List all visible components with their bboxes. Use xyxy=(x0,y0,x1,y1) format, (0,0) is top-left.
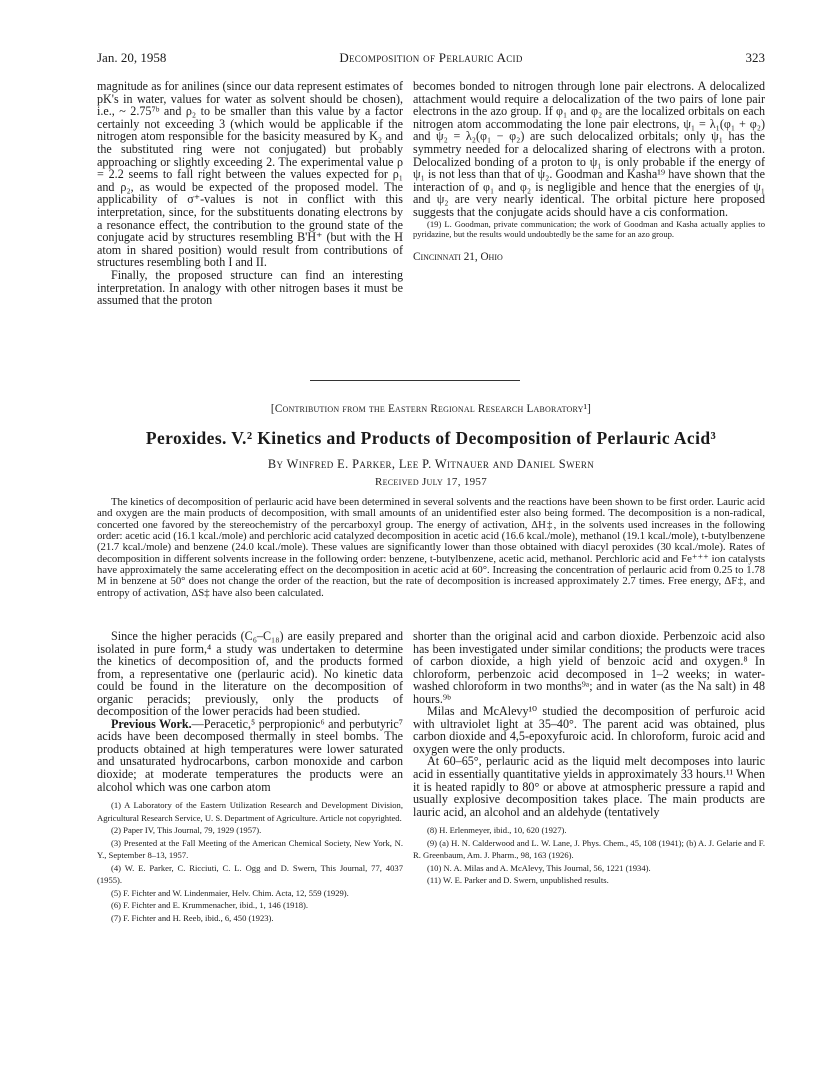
footnote: (9) (a) H. N. Calderwood and L. W. Lane, J. Phys. Chem., 45, 108 (1941); (b) A. J. Gelarie and F. R. Greenbaum, Am. J. Pharm., 98, 163 (1926). xyxy=(413,837,765,861)
section-text: —Peracetic,⁵ perpropionic⁶ and perbutyric⁷ acids have been decomposed thermally in steel bombs. The products obtained at high temperatures were lower saturated and unsaturated hydrocarbons, carbon monoxide and carbon dioxide; at moderate temperatures the products were an alcohol which was one carbon atom xyxy=(97,716,404,794)
footnotes xyxy=(97,799,403,924)
footnote: (10) N. A. Milas and A. McAlevy, This Journal, 56, 1221 (1934). xyxy=(427,862,651,873)
paragraph: At 60–65°, perlauric acid as the liquid melt decomposes into lauric acid in essentially quantitative yields in approximately 33 hours.¹¹ When it is heated rapidly to 80° or above at atmospheric pressure a rapid and usually explosive decomposition takes place. The main products are lauric acid, an alcohol and an aldehyde (tentatively xyxy=(413,754,765,819)
received-date: Received July 17, 1957 xyxy=(374,476,488,488)
abstract-text: The kinetics of decomposition of perlauric acid have been determined in several solvents and the reactions have been shown to be first order. Lauric acid and oxygen are the main products of decomposition, with small amounts of an unidentified ester also being formed. The decomposition is a non-radical, concerted one favored by the stereochemistry of the percarboxyl group. The energy of activation, ΔH‡, in the solvents used increases in the following order: acetic acid (16.1 kcal./mole) and perchloric acid catalyzed decomposition in acetic acid (16.6 kcal./mole), methanol (19.1 kcal./mole), t-butylbenzene (21.7 kcal./mole) and benzene (24.0 kcal./mole). These values are significantly lower than those obtained with diacyl peroxides (30 kcal./mole). Rates of decomposition in different solvents increase in the following order: benzene, t-butylbenzene, acetic acid, methanol. Perchloric acid and Fe⁺⁺⁺ ion catalysts have approximately the same accelerating effect on the decomposition in acetic acid at 60°. Increasing the concentration of perlauric acid from 0.25 to 1.78 M in benzene at 50° does not change the order of the reaction, but the rate of decomposition is increased approximately 2.7 times. Free energy, ΔF‡, and entropy of activation, ΔS‡ have also been calculated. xyxy=(97,496,765,599)
footnotes xyxy=(413,824,765,887)
article-authors: By Winfred E. Parker, Lee P. Witnauer and Daniel Swern xyxy=(267,457,595,471)
contribution-line: [Contribution from the Eastern Regional Research Laboratory¹] xyxy=(270,403,592,415)
article-left-column xyxy=(97,630,403,925)
article-divider xyxy=(310,380,520,381)
paragraph: shorter than the original acid and carbon dioxide. Perbenzoic acid also has been investigated under similar conditions; the products were traces of carbon dioxide, a high yield of benzoic acid and oxygen.⁸ In chloroform, perbenzoic acid decomposed in 1–2 weeks; in water-washed chloroform in two months⁹ᵃ; and in water (as the Na salt) in 48 hours.⁹ᵇ xyxy=(413,629,765,706)
running-head xyxy=(97,50,765,66)
prev-article-left-column xyxy=(97,80,403,307)
footnote: (5) F. Fichter and W. Lindenmaier, Helv. Chim. Acta, 12, 559 (1929). xyxy=(111,887,349,898)
issue-date: Jan. 20, 1958 xyxy=(97,50,167,65)
paragraph: Milas and McAlevy¹⁰ studied the decomposition of perfuroic acid with ultraviolet light at 35–40°. The parent acid was obtained, plus carbon dioxide and 4,5-epoxyfuroic acid. In chloroform, furoic acid and oxygen were the only products. xyxy=(413,704,765,756)
page-number: 323 xyxy=(745,50,765,65)
footnote: (7) F. Fichter and H. Reeb, ibid., 6, 450 (1923). xyxy=(111,913,274,924)
paragraph: Finally, the proposed structure can find an interesting interpretation. In analogy with other nitrogen bases it must be assumed that the proton xyxy=(97,267,403,308)
article-right-column xyxy=(413,630,765,887)
paragraph: Since the higher peracids (C₆–C₁₈) are easily prepared and isolated in pure form,⁴ a study was undertaken to determine the kinetics of decomposition of, and the products formed from, a representative one (perlauric acid). No kinetic data could be found in the literature on the decomposition of organic peracids; previously, only the products of decomposition of the lower peracids had been studied. xyxy=(97,629,403,719)
paragraph xyxy=(97,718,403,793)
prev-article-right-column xyxy=(413,80,765,264)
author-location: Cincinnati 21, Ohio xyxy=(413,251,503,264)
footnote: (1) A Laboratory of the Eastern Utilization Research and Development Division, Agricultural Research Service, U. S. Department of Agriculture. Article not copyrighted. xyxy=(97,800,403,823)
footnote: (19) L. Goodman, private communication; the work of Goodman and Kasha actually applies to pyridazine, but the results would undoubtedly be the same for an azo group. xyxy=(413,218,765,239)
running-title: Decomposition of Perlauric Acid xyxy=(339,50,523,65)
article-title: Peroxides. V.² Kinetics and Products of Decomposition of Perlauric Acid³ xyxy=(145,428,717,448)
section-heading: Previous Work. xyxy=(111,716,192,731)
footnote: (2) Paper IV, This Journal, 79, 1929 (1957). xyxy=(111,825,262,836)
paragraph: becomes bonded to nitrogen through lone pair electrons. A delocalized attachment would require a delocalization of the two pairs of lone pair electrons in the azo group. If φ₁ and φ₂ are the localized orbitals on each nitrogen atom accommodating the lone pair electrons, ψ₁ = λ₁(φ₁ + φ₂) and ψ₂ = λ₂(φ₁ − φ₂) are such delocalized orbitals; only ψ₁ has the symmetry needed for a delocalized sharing of electrons with a proton. Delocalized bonding of a proton to ψ₁ is only probable if the energy of ψ₁ is not less than that of ψ₂. Goodman and Kasha¹⁹ have shown that the interaction of φ₁ and φ₂ is negligible and hence that the energies of ψ₁ and ψ₂ are very nearly identical. The orbital picture here proposed suggests that the conjugate acids should have a cis conformation. xyxy=(413,79,765,219)
footnote: (8) H. Erlenmeyer, ibid., 10, 620 (1927). xyxy=(427,825,567,836)
abstract xyxy=(97,497,765,599)
footnote: (11) W. E. Parker and D. Swern, unpublished results. xyxy=(427,875,609,886)
paragraph: magnitude as for anilines (since our data represent estimates of pK's in water, values for water as solvent should be chosen), i.e., ~ 2.75⁷ᵇ and ρ₂ to be smaller than this value by a factor certainly not exceeding 3 (which would be applicable if the nitrogen atom responsible for the basicity measured by K₂ and the substituted ring were not conjugated) but probably approaching or slightly exceeding 2. The experimental value ρ = 2.2 seems to fall right between the values expected for ρ₁ and ρ₂, as would be expected of the proposed model. The applicability of σ⁺-values is not in conflict with this interpretation, since, for the substituents donating electrons by a resonance effect, the contribution to the ground state of the conjugate acid by structures resembling B'H⁺ (but with the H atom in shared position) would result from contributions of structures resembling both I and II. xyxy=(97,79,403,270)
footnote: (3) Presented at the Fall Meeting of the American Chemical Society, New York, N. Y., September 8–13, 1957. xyxy=(97,837,403,861)
footnote: (6) F. Fichter and E. Krummenacher, ibid., 1, 146 (1918). xyxy=(111,900,309,911)
footnote: (4) W. E. Parker, C. Ricciuti, C. L. Ogg and D. Swern, This Journal, 77, 4037 (1955). xyxy=(97,862,403,886)
